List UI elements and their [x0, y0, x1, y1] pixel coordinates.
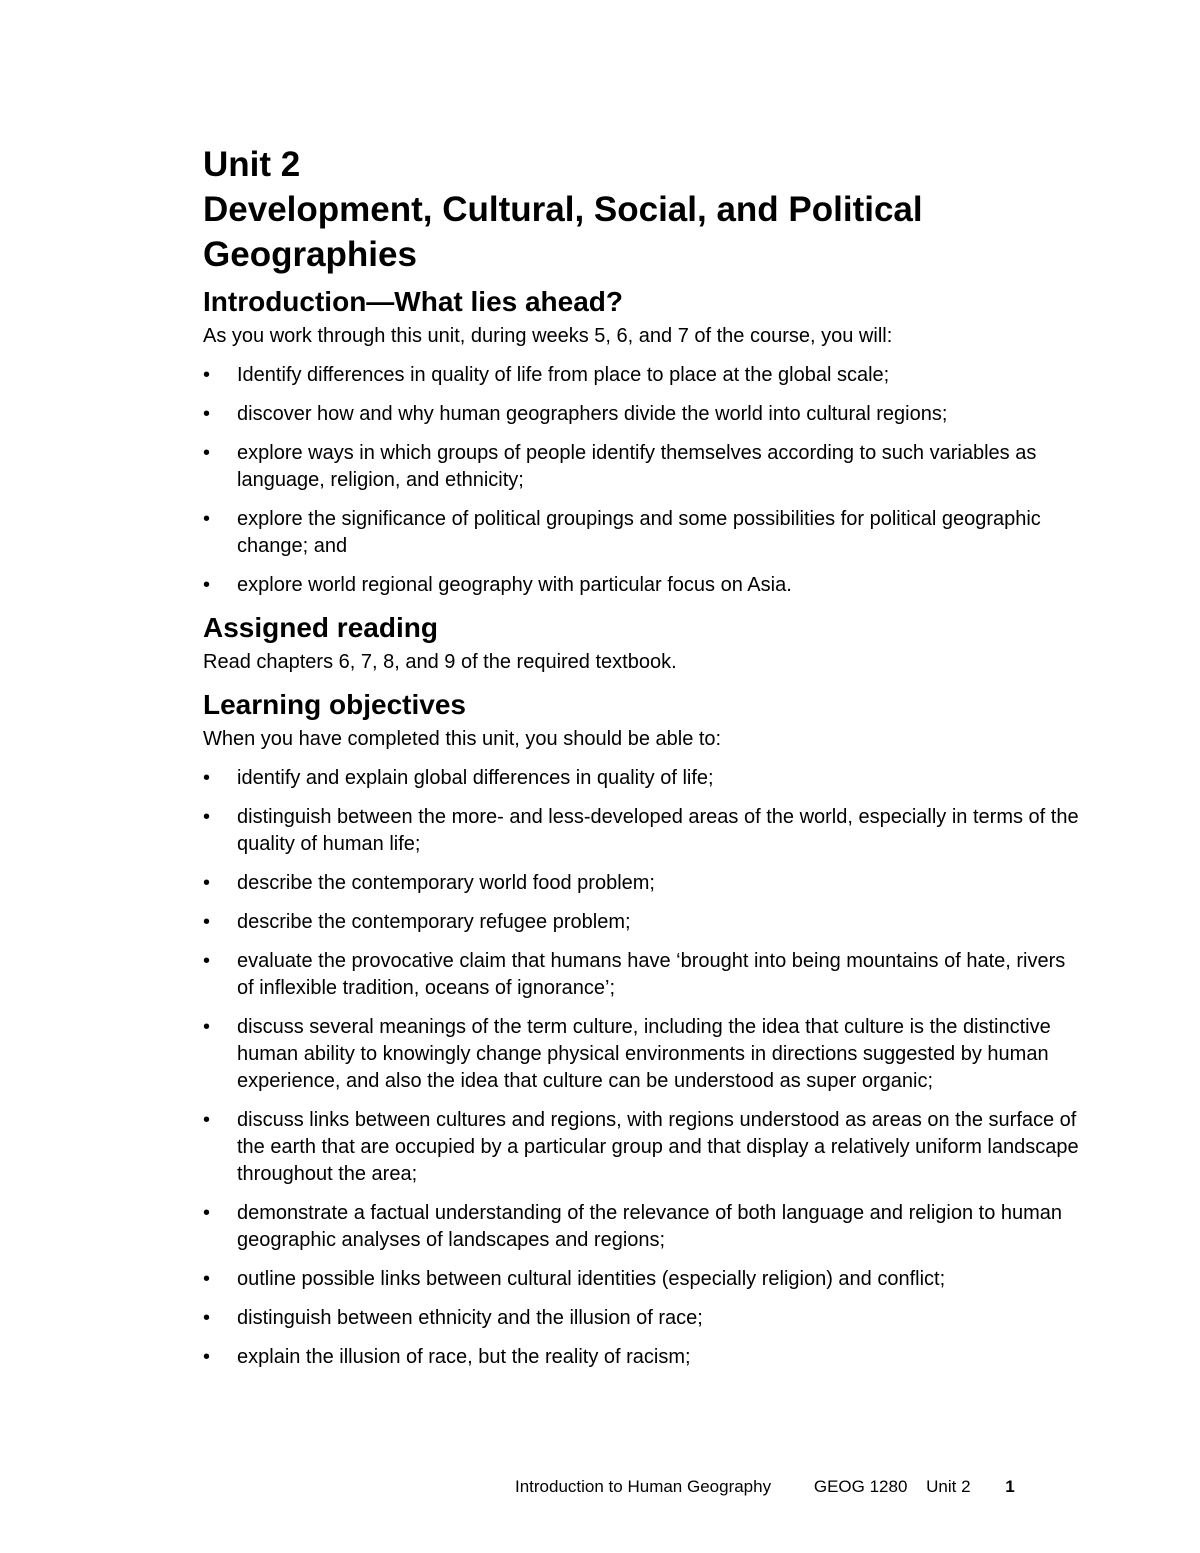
bullet-icon: •	[203, 1346, 211, 1368]
footer-course-code: GEOG 1280	[813, 1477, 908, 1496]
bullet-icon: •	[203, 508, 211, 530]
bullet-icon: •	[203, 911, 211, 933]
bullet-icon: •	[203, 1016, 211, 1038]
page-footer	[515, 1476, 1015, 1498]
objective-list-item	[203, 804, 1083, 858]
bullet-icon: •	[203, 950, 211, 972]
bullet-icon: •	[203, 806, 211, 828]
objective-list-item-text: identify and explain global differences in quality of life;	[237, 767, 714, 789]
objective-list-item	[203, 1014, 1083, 1095]
bullet-icon: •	[203, 1202, 211, 1224]
objective-list-item-text: discuss links between cultures and regions, with regions understood as areas on the surface of the earth that are occupied by a particular group and that display a relatively uniform landscape throughout the area;	[237, 1109, 1079, 1185]
objective-list-item-text: demonstrate a factual understanding of the relevance of both language and religion to human geographic analyses of landscapes and regions;	[237, 1202, 1063, 1251]
objective-list-item	[203, 870, 1083, 897]
objective-list-item	[203, 1200, 1083, 1254]
footer-book-title: Introduction to Human Geography	[515, 1477, 772, 1496]
objective-list-item-text: distinguish between ethnicity and the illusion of race;	[237, 1307, 703, 1329]
intro-list-item	[203, 401, 1083, 428]
objective-list-item	[203, 1107, 1083, 1188]
footer-unit: Unit 2	[926, 1477, 971, 1496]
objectives-lead: When you have completed this unit, you should be able to:	[203, 728, 722, 750]
bullet-icon: •	[203, 1307, 211, 1329]
intro-list-item	[203, 506, 1083, 560]
intro-list-item-text: discover how and why human geographers divide the world into cultural regions;	[237, 403, 948, 425]
objectives-bullet-list	[203, 765, 1083, 1371]
objective-list-item	[203, 1344, 1083, 1371]
objective-list-item-text: describe the contemporary world food problem;	[237, 872, 655, 894]
unit-subtitle: Development, Cultural, Social, and Political Geographies	[203, 190, 923, 274]
bullet-icon: •	[203, 767, 211, 789]
intro-list-item	[203, 362, 1083, 389]
bullet-icon: •	[203, 574, 211, 596]
intro-list-item-text: explore ways in which groups of people identify themselves according to such variables as language, religion, and ethnicity;	[237, 442, 1037, 491]
reading-text: Read chapters 6, 7, 8, and 9 of the required textbook.	[203, 651, 677, 673]
intro-list-item	[203, 440, 1083, 494]
objective-list-item-text: distinguish between the more- and less-developed areas of the world, especially in terms of the quality of human life;	[237, 806, 1079, 855]
objective-list-item	[203, 1305, 1083, 1332]
objective-list-item-text: evaluate the provocative claim that humans have ‘brought into being mountains of hate, rivers of inflexible tradition, oceans of ignorance’;	[237, 950, 1066, 999]
intro-list-item-text: explore world regional geography with particular focus on Asia.	[237, 574, 792, 596]
footer-page-number: 1	[1005, 1477, 1015, 1496]
reading-heading: Assigned reading	[203, 612, 438, 643]
intro-lead: As you work through this unit, during weeks 5, 6, and 7 of the course, you will:	[203, 325, 893, 347]
page-content	[203, 142, 1083, 1371]
objectives-heading: Learning objectives	[203, 689, 466, 720]
intro-list-item-text: Identify differences in quality of life from place to place at the global scale;	[237, 364, 890, 386]
intro-bullet-list	[203, 362, 1083, 599]
bullet-icon: •	[203, 364, 211, 386]
intro-heading: Introduction—What lies ahead?	[203, 286, 624, 317]
unit-number: Unit 2	[203, 145, 301, 184]
objective-list-item-text: explain the illusion of race, but the reality of racism;	[237, 1346, 691, 1368]
bullet-icon: •	[203, 1268, 211, 1290]
intro-list-item	[203, 572, 1083, 599]
objective-list-item-text: discuss several meanings of the term culture, including the idea that culture is the distinctive human ability to knowingly change physical environments in directions suggested by human experience, and also the idea that culture can be understood as super organic;	[237, 1016, 1051, 1092]
bullet-icon: •	[203, 403, 211, 425]
objective-list-item	[203, 765, 1083, 792]
unit-title	[203, 142, 1083, 277]
intro-list-item-text: explore the significance of political groupings and some possibilities for political geographic change; and	[237, 508, 1041, 557]
objective-list-item-text: describe the contemporary refugee problem;	[237, 911, 631, 933]
bullet-icon: •	[203, 872, 211, 894]
objective-list-item-text: outline possible links between cultural identities (especially religion) and conflict;	[237, 1268, 946, 1290]
objective-list-item	[203, 909, 1083, 936]
bullet-icon: •	[203, 1109, 211, 1131]
bullet-icon: •	[203, 442, 211, 464]
objective-list-item	[203, 1266, 1083, 1293]
objective-list-item	[203, 948, 1083, 1002]
